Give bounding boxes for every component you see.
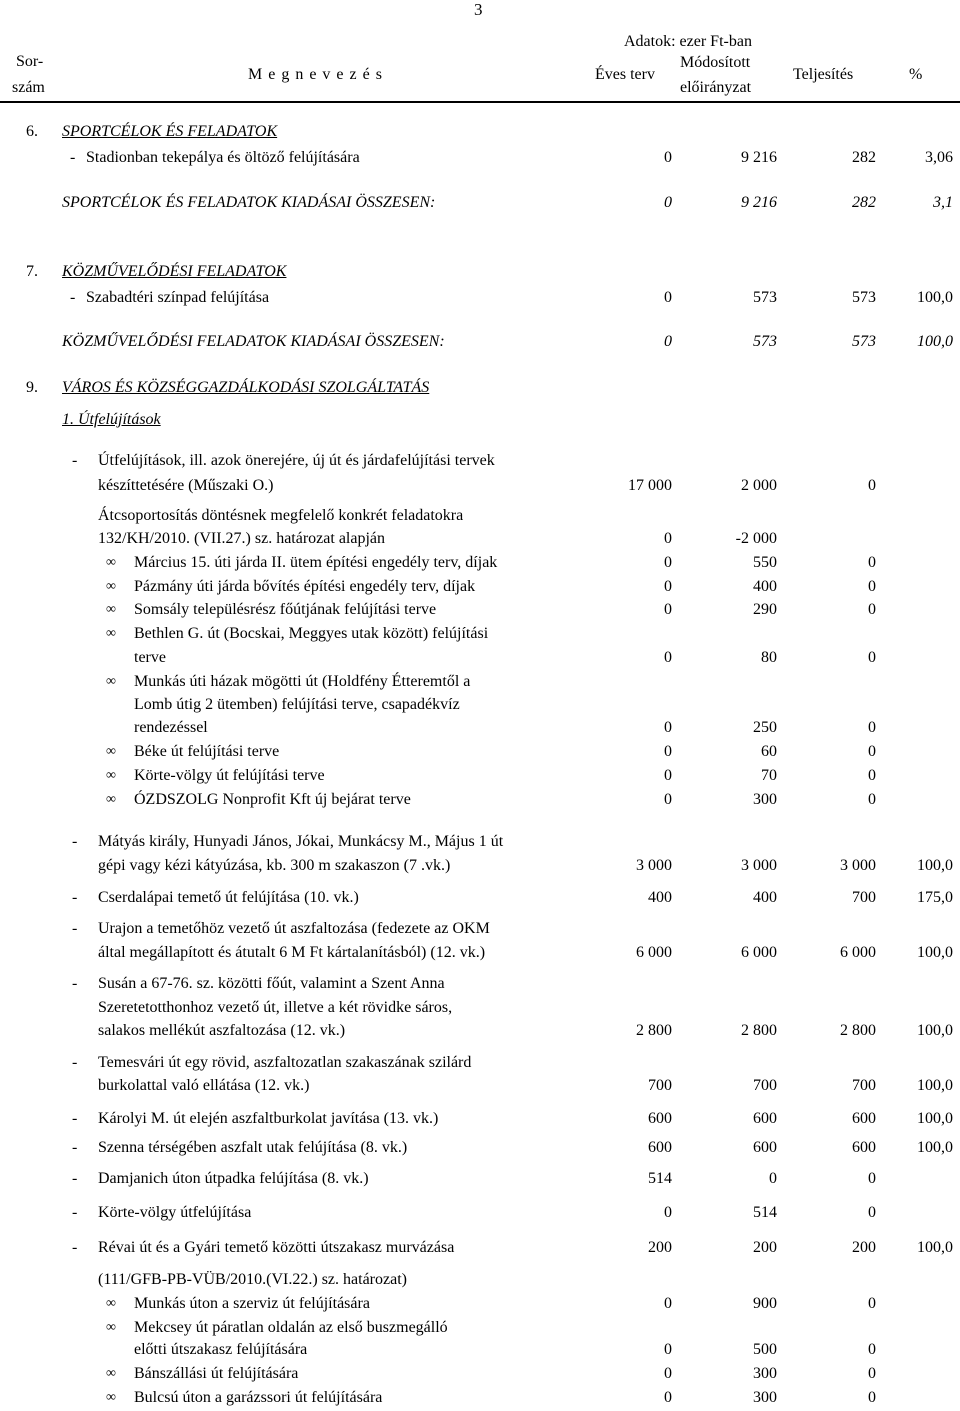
value-actual: 573 xyxy=(852,289,876,306)
value-modified: 573 xyxy=(753,289,777,306)
value-plan: 600 xyxy=(648,1110,672,1127)
item-text: Bethlen G. út (Bocskai, Meggyes utak között) felújítási xyxy=(134,625,489,642)
item-text: (111/GFB-PB-VÜB/2010.(VI.22.) sz. határozat) xyxy=(98,1271,407,1288)
item-text: Pázmány úti járda bővítés építési engedély terv, díjak xyxy=(134,578,476,595)
item-text: Szeretetotthonhoz vezető út, illetve a két rövidke sáros, xyxy=(98,999,453,1016)
value-plan: 0 xyxy=(664,649,672,666)
item-dash: - xyxy=(72,1204,78,1221)
value-plan: 0 xyxy=(664,767,672,784)
value-modified: 300 xyxy=(753,1365,777,1382)
value-actual: 200 xyxy=(852,1239,876,1256)
item-text: Károlyi M. út elején aszfaltburkolat javítása (13. vk.) xyxy=(98,1110,439,1127)
value-actual: 0 xyxy=(868,1295,876,1312)
total-plan: 0 xyxy=(664,333,672,350)
value-pct: 100,0 xyxy=(917,1139,953,1156)
value-actual: 0 xyxy=(868,554,876,571)
item-dash: - xyxy=(72,975,78,992)
value-modified: -2 000 xyxy=(735,530,777,547)
item-text: készíttetésére (Műszaki O.) xyxy=(98,477,274,494)
value-actual: 0 xyxy=(868,767,876,784)
value-pct: 100,0 xyxy=(917,857,953,874)
col-header-name: M e g n e v e z é s xyxy=(248,66,383,83)
value-actual: 0 xyxy=(868,1389,876,1406)
item-dash: - xyxy=(72,1110,78,1127)
value-modified: 400 xyxy=(753,578,777,595)
col-header-modified: Módosított xyxy=(680,54,751,71)
value-actual: 0 xyxy=(868,649,876,666)
value-plan: 0 xyxy=(664,1295,672,1312)
item-text: Körte-völgy útfelújítása xyxy=(98,1204,252,1221)
total-actual: 573 xyxy=(852,333,876,350)
value-plan: 17 000 xyxy=(628,477,672,494)
value-plan: 0 xyxy=(664,1204,672,1221)
value-modified: 6 000 xyxy=(741,944,777,961)
value-actual: 0 xyxy=(868,1341,876,1358)
col-header-modified-2: előirányzat xyxy=(680,79,752,96)
item-text: előtti útszakasz felújítására xyxy=(134,1341,308,1358)
col-header-no-2: szám xyxy=(12,79,45,96)
total-actual: 282 xyxy=(852,194,876,211)
value-plan: 0 xyxy=(664,1365,672,1382)
item-text: ÓZDSZOLG Nonprofit Kft új bejárat terve xyxy=(134,791,411,808)
total-plan: 0 xyxy=(664,194,672,211)
value-plan: 0 xyxy=(664,530,672,547)
value-actual: 3 000 xyxy=(840,857,876,874)
item-dash: - xyxy=(72,920,78,937)
item-text: Béke út felújítási terve xyxy=(134,743,280,760)
item-text: Révai út és a Gyári temető közötti útszakasz murvázása xyxy=(98,1239,455,1256)
total-pct: 100,0 xyxy=(917,333,953,350)
value-pct: 100,0 xyxy=(917,1239,953,1256)
section-number: 6. xyxy=(26,123,38,140)
item-text: Somsály településrész főútjának felújítási terve xyxy=(134,601,437,618)
value-actual: 600 xyxy=(852,1139,876,1156)
value-actual: 0 xyxy=(868,719,876,736)
value-plan: 0 xyxy=(664,1341,672,1358)
value-plan: 0 xyxy=(664,791,672,808)
value-actual: 0 xyxy=(868,601,876,618)
value-actual: 0 xyxy=(868,743,876,760)
value-modified: 300 xyxy=(753,791,777,808)
value-actual: 0 xyxy=(868,791,876,808)
total-pct: 3,1 xyxy=(933,194,953,211)
section-number: 9. xyxy=(26,379,38,396)
item-text: Damjanich úton útpadka felújítása (8. vk.) xyxy=(98,1170,369,1187)
total-modified: 9 216 xyxy=(741,194,777,211)
item-text: Munkás úton a szerviz út felújítására xyxy=(134,1295,370,1312)
value-modified: 500 xyxy=(753,1341,777,1358)
value-plan: 0 xyxy=(664,601,672,618)
bullet-icon: ∞ xyxy=(106,1390,116,1405)
value-modified: 2 000 xyxy=(741,477,777,494)
value-plan: 514 xyxy=(648,1170,672,1187)
value-plan: 0 xyxy=(664,149,672,166)
bullet-icon: ∞ xyxy=(106,1320,116,1335)
value-actual: 700 xyxy=(852,1077,876,1094)
value-actual: 6 000 xyxy=(840,944,876,961)
bullet-icon: ∞ xyxy=(106,1366,116,1381)
value-plan: 200 xyxy=(648,1239,672,1256)
value-actual: 282 xyxy=(852,149,876,166)
value-actual: 0 xyxy=(868,1365,876,1382)
item-dash: - xyxy=(70,289,76,306)
item-text: Március 15. úti járda II. ütem építési engedély terv, díjak xyxy=(134,554,498,571)
item-dash: - xyxy=(72,833,78,850)
section-title: SPORTCÉLOK ÉS FELADATOK xyxy=(62,123,278,140)
value-actual: 700 xyxy=(852,889,876,906)
value-pct: 100,0 xyxy=(917,289,953,306)
value-modified: 900 xyxy=(753,1295,777,1312)
value-plan: 0 xyxy=(664,578,672,595)
item-text: Bánszállási út felújítására xyxy=(134,1365,299,1382)
value-modified: 2 800 xyxy=(741,1022,777,1039)
item-text: Bulcsú úton a garázssori út felújítására xyxy=(134,1389,383,1406)
item-dash: - xyxy=(72,1139,78,1156)
item-dash: - xyxy=(72,452,78,469)
section-number: 7. xyxy=(26,263,38,280)
bullet-icon: ∞ xyxy=(106,626,116,641)
value-modified: 700 xyxy=(753,1077,777,1094)
item-text: burkolattal való ellátása (12. vk.) xyxy=(98,1077,310,1094)
item-text: Urajon a temetőhöz vezető út aszfaltozása (fedezete az OKM xyxy=(98,920,490,937)
bullet-icon: ∞ xyxy=(106,792,116,807)
item-text: Szenna térségében aszfalt utak felújítása (8. vk.) xyxy=(98,1139,408,1156)
col-header-plan: Éves terv xyxy=(595,66,655,83)
item-text: 132/KH/2010. (VII.27.) sz. határozat alapján xyxy=(98,530,386,547)
value-actual: 0 xyxy=(868,578,876,595)
item-text: terve xyxy=(134,649,166,666)
value-modified: 400 xyxy=(753,889,777,906)
value-modified: 550 xyxy=(753,554,777,571)
item-text: Mátyás király, Hunyadi János, Jókai, Munkácsy M., Május 1 út xyxy=(98,833,504,850)
page-number: 3 xyxy=(474,0,483,19)
section-total-label: KÖZMŰVELŐDÉSI FELADATOK KIADÁSAI ÖSSZESEN: xyxy=(62,333,445,350)
subsection-title: 1. Útfelújítások xyxy=(62,411,161,428)
header-divider xyxy=(0,101,960,103)
value-pct: 3,06 xyxy=(925,149,953,166)
value-plan: 0 xyxy=(664,289,672,306)
value-pct: 100,0 xyxy=(917,944,953,961)
value-modified: 290 xyxy=(753,601,777,618)
value-modified: 60 xyxy=(761,743,777,760)
item-text: Cserdalápai temető út felújítása (10. vk.) xyxy=(98,889,359,906)
item-dash: - xyxy=(72,1054,78,1071)
col-header-pct: % xyxy=(909,66,923,83)
value-pct: 100,0 xyxy=(917,1077,953,1094)
item-dash: - xyxy=(72,1239,78,1256)
item-text: Szabadtéri színpad felújítása xyxy=(86,289,270,306)
total-modified: 573 xyxy=(753,333,777,350)
value-pct: 175,0 xyxy=(917,889,953,906)
item-text: Körte-völgy út felújítási terve xyxy=(134,767,325,784)
value-plan: 2 800 xyxy=(636,1022,672,1039)
bullet-icon: ∞ xyxy=(106,1296,116,1311)
value-modified: 600 xyxy=(753,1139,777,1156)
value-modified: 300 xyxy=(753,1389,777,1406)
value-actual: 0 xyxy=(868,1170,876,1187)
section-title: VÁROS ÉS KÖZSÉGGAZDÁLKODÁSI SZOLGÁLTATÁS xyxy=(62,379,430,396)
item-text: Lomb útig 2 ütemben) felújítási terve, csapadékvíz xyxy=(134,696,460,713)
value-plan: 0 xyxy=(664,554,672,571)
value-plan: 0 xyxy=(664,1389,672,1406)
units-note: Adatok: ezer Ft-ban xyxy=(624,33,752,50)
item-text: Munkás úti házak mögötti út (Holdfény Étteremtől a xyxy=(134,673,471,690)
value-modified: 80 xyxy=(761,649,777,666)
value-plan: 600 xyxy=(648,1139,672,1156)
value-modified: 200 xyxy=(753,1239,777,1256)
bullet-icon: ∞ xyxy=(106,555,116,570)
value-modified: 0 xyxy=(769,1170,777,1187)
item-text: Susán a 67-76. sz. közötti főút, valamint a Szent Anna xyxy=(98,975,445,992)
col-header-actual: Teljesítés xyxy=(793,66,854,83)
item-text: Átcsoportosítás döntésnek megfelelő konkrét feladatokra xyxy=(98,507,464,524)
item-text: Mekcsey út páratlan oldalán az első buszmegálló xyxy=(134,1319,448,1336)
col-header-no: Sor- xyxy=(16,53,44,70)
value-pct: 100,0 xyxy=(917,1110,953,1127)
item-dash: - xyxy=(72,889,78,906)
bullet-icon: ∞ xyxy=(106,602,116,617)
item-text: gépi vagy kézi kátyúzása, kb. 300 m szakaszon (7 .vk.) xyxy=(98,857,451,874)
bullet-icon: ∞ xyxy=(106,768,116,783)
bullet-icon: ∞ xyxy=(106,674,116,689)
value-actual: 2 800 xyxy=(840,1022,876,1039)
item-dash: - xyxy=(72,1170,78,1187)
item-text: által megállapított és átutalt 6 M Ft kártalanításból) (12. vk.) xyxy=(98,944,486,961)
value-modified: 3 000 xyxy=(741,857,777,874)
item-text: Útfelújítások, ill. azok önerejére, új út és járdafelújítási tervek xyxy=(98,452,495,469)
value-plan: 6 000 xyxy=(636,944,672,961)
bullet-icon: ∞ xyxy=(106,579,116,594)
value-modified: 9 216 xyxy=(741,149,777,166)
value-actual: 600 xyxy=(852,1110,876,1127)
value-modified: 600 xyxy=(753,1110,777,1127)
section-total-label: SPORTCÉLOK ÉS FELADATOK KIADÁSAI ÖSSZESEN: xyxy=(62,194,436,211)
value-plan: 0 xyxy=(664,719,672,736)
value-actual: 0 xyxy=(868,477,876,494)
value-plan: 0 xyxy=(664,743,672,760)
item-text: Stadionban tekepálya és öltöző felújítására xyxy=(86,149,360,166)
value-actual: 0 xyxy=(868,1204,876,1221)
item-text: rendezéssel xyxy=(134,719,208,736)
section-title: KÖZMŰVELŐDÉSI FELADATOK xyxy=(62,263,287,280)
item-text: salakos mellékút aszfaltozása (12. vk.) xyxy=(98,1022,346,1039)
value-modified: 514 xyxy=(753,1204,777,1221)
value-modified: 250 xyxy=(753,719,777,736)
value-modified: 70 xyxy=(761,767,777,784)
value-pct: 100,0 xyxy=(917,1022,953,1039)
value-plan: 400 xyxy=(648,889,672,906)
item-dash: - xyxy=(70,149,76,166)
item-text: Temesvári út egy rövid, aszfaltozatlan szakaszának szilárd xyxy=(98,1054,472,1071)
bullet-icon: ∞ xyxy=(106,744,116,759)
value-plan: 700 xyxy=(648,1077,672,1094)
value-plan: 3 000 xyxy=(636,857,672,874)
